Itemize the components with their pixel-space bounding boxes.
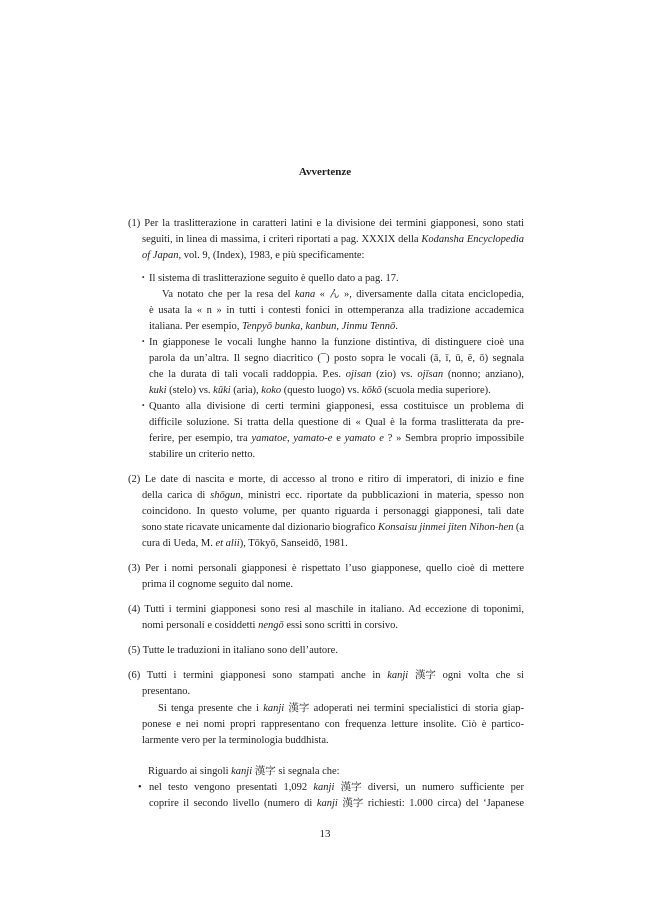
line-text xyxy=(142,234,524,245)
text-line xyxy=(149,447,524,463)
text-line xyxy=(142,717,524,733)
line-text xyxy=(142,719,524,730)
note-1-bullet-long-vowels xyxy=(0,335,650,399)
line-text xyxy=(149,369,524,380)
line-text xyxy=(142,686,190,697)
text-line xyxy=(149,351,524,367)
text-line xyxy=(162,287,524,303)
text-line xyxy=(142,504,524,520)
text-run: parola da un’altra. Il segno diacritico (¯) posto sopra le vocali (ā, ī, ū, ē, ō) segnala xyxy=(149,353,524,364)
text-run: 漢字 ogni volta che si xyxy=(408,670,524,681)
italic-term: kanji xyxy=(263,703,285,714)
italic-term: kuki xyxy=(149,385,167,396)
line-text xyxy=(149,449,255,460)
italic-term: Jinmu Tennō xyxy=(341,321,396,332)
line-text xyxy=(142,490,524,501)
text-line xyxy=(142,577,524,593)
bullet-marker: ・ xyxy=(138,337,149,348)
text-line xyxy=(142,520,524,536)
text-run: ? » Sembra proprio impossibile xyxy=(383,433,524,444)
italic-term: et alii xyxy=(215,538,240,549)
text-line xyxy=(149,383,524,399)
text-run: essi sono scritti in corsivo. xyxy=(283,620,399,631)
text-run: (scuola media superiore). xyxy=(381,385,491,396)
line-text xyxy=(142,579,293,590)
text-run: (nonno; anziano), xyxy=(443,369,524,380)
line-text xyxy=(149,337,524,348)
line-text xyxy=(128,474,524,485)
note-1-bullet-transliteration xyxy=(0,271,650,335)
text-line xyxy=(128,472,524,488)
line-text xyxy=(148,766,340,777)
line-text xyxy=(128,604,524,615)
italic-term: kanji xyxy=(313,782,335,793)
line-text xyxy=(142,506,524,517)
text-line xyxy=(149,415,524,431)
line-text xyxy=(142,250,364,261)
note-4 xyxy=(0,602,650,634)
text-line xyxy=(149,367,524,383)
italic-term: yamato e xyxy=(344,433,384,444)
line-text xyxy=(149,353,524,364)
page-title: Avvertenze xyxy=(298,166,352,178)
note-1-bullet-word-division xyxy=(0,399,650,463)
italic-term: nengō xyxy=(258,620,284,631)
italic-term: Konsaisu jinmei jiten Nihon-hen xyxy=(377,522,514,533)
bullet-marker: ・ xyxy=(138,401,149,412)
text-line xyxy=(149,431,524,447)
text-run: prima il cognome seguito dal nome. xyxy=(142,579,294,590)
italic-term: yamatoe xyxy=(251,433,288,444)
text-run: (a xyxy=(513,522,524,533)
bullet-marker: • xyxy=(138,782,142,793)
page-number: 13 xyxy=(319,828,331,840)
text-run: (stelo) vs. xyxy=(166,385,214,396)
italic-term: kanji xyxy=(387,670,409,681)
line-text xyxy=(158,703,524,714)
text-run: (5) Tutte le traduzioni in italiano sono dell’autore. xyxy=(128,645,338,656)
text-run: coincidono. In questo volume, per quanto riguarda i personaggi giapponesi, tali date xyxy=(142,506,524,517)
text-line xyxy=(138,335,524,351)
line-text xyxy=(142,620,398,631)
line-text xyxy=(128,670,524,681)
italic-term: ojisan xyxy=(345,369,372,380)
text-line xyxy=(149,796,524,812)
text-line xyxy=(142,536,524,552)
text-run: (aria), xyxy=(230,385,262,396)
italic-term: of Japan xyxy=(142,250,179,261)
italic-term: ojīsan xyxy=(417,369,444,380)
text-run: presentano. xyxy=(142,686,191,697)
text-run: , xyxy=(300,321,306,332)
text-run: e xyxy=(332,433,345,444)
line-text xyxy=(149,321,398,332)
text-run: (1) Per la traslitterazione in caratteri latini e la divisione dei termini giapponesi, sono stati xyxy=(128,218,524,229)
text-run: che la durata di tali vocali raddoppia. P.es. xyxy=(149,369,346,380)
text-line xyxy=(138,271,524,287)
italic-term: kanbun xyxy=(305,321,337,332)
italic-term: kana xyxy=(294,289,316,300)
italic-term: yamato-e xyxy=(293,433,333,444)
text-line xyxy=(128,668,524,684)
line-text xyxy=(142,735,329,746)
text-run: 漢字 diversi, un numero sufficiente per xyxy=(334,782,525,793)
text-run: sono state ricavate unicamente dal dizionario biografico xyxy=(142,522,378,533)
text-run: (3) Per i nomi personali giapponesi è rispettato l’uso giapponese, quello cioè di mettere xyxy=(128,563,524,574)
text-run: ), Tōkyō, Sanseidō, 1981. xyxy=(239,538,348,549)
text-run: seguiti, in linea di massima, i criteri riportati a pag. XXXIX della xyxy=(142,234,422,245)
text-run: Quanto alla divisione di certi termini giapponesi, essa costituisce un problema di xyxy=(149,401,524,412)
text-run: , xyxy=(287,433,294,444)
text-line xyxy=(142,232,524,248)
text-line xyxy=(128,561,524,577)
line-text xyxy=(149,433,524,444)
text-run: (questo luogo) vs. xyxy=(281,385,362,396)
italic-term: kōkō xyxy=(361,385,382,396)
text-line xyxy=(142,488,524,504)
text-run: In giapponese le vocali lunghe hanno la funzione distintiva, di distinguere cioè una xyxy=(149,337,524,348)
text-run: nomi personali e cosiddetti xyxy=(142,620,259,631)
text-run: ferire, per esempio, tra xyxy=(149,433,252,444)
text-line xyxy=(142,733,524,749)
text-run: coprire il secondo livello (numero di xyxy=(149,798,317,809)
text-run: . xyxy=(395,321,398,332)
text-run: (6) Tutti i termini giapponesi sono stampati anche in xyxy=(128,670,388,681)
line-text xyxy=(149,782,524,793)
text-line xyxy=(158,701,524,717)
note-2 xyxy=(0,472,650,552)
line-text xyxy=(142,522,524,533)
text-run: (4) Tutti i termini giapponesi sono resi al maschile in italiano. Ad eccezione di toponimi, xyxy=(128,604,524,615)
text-line xyxy=(142,684,524,700)
text-line xyxy=(128,602,524,618)
text-line xyxy=(142,618,524,634)
text-line xyxy=(128,643,524,659)
line-text xyxy=(149,305,524,316)
text-run: Riguardo ai singoli xyxy=(148,766,232,777)
text-run: (zio) vs. xyxy=(371,369,418,380)
text-run: (2) Le date di nascita e morte, di accesso al trono e ritiro di imperatori, di inizio e fine xyxy=(128,474,524,485)
text-run: cura di Ueda, M. xyxy=(142,538,216,549)
line-text xyxy=(149,417,524,428)
text-run: della carica di xyxy=(142,490,211,501)
italic-term: shōgun xyxy=(210,490,241,501)
text-run: nel testo vengono presentati 1,092 xyxy=(149,782,314,793)
text-run: 漢字 si segnala che: xyxy=(252,766,340,777)
text-line xyxy=(142,248,524,264)
italic-term: Kodansha Encyclopedia xyxy=(421,234,525,245)
italic-term: kanji xyxy=(231,766,253,777)
text-run: Il sistema di traslitterazione seguito è quello dato a pag. 17. xyxy=(149,273,399,284)
note-1 xyxy=(0,216,650,264)
italic-term: Tenpyō bunka xyxy=(242,321,301,332)
note-6 xyxy=(0,668,650,700)
line-text xyxy=(128,218,524,229)
line-text xyxy=(128,645,338,656)
italic-term: kanji xyxy=(316,798,338,809)
text-run: larmente vero per la terminologia buddhista. xyxy=(142,735,329,746)
text-line xyxy=(149,319,524,335)
text-run: 漢字 adoperati nei termini specialistici di storia giap- xyxy=(284,703,524,714)
text-run: Si tenga presente che i xyxy=(158,703,264,714)
text-run: , xyxy=(336,321,342,332)
line-text xyxy=(162,289,524,300)
note-5 xyxy=(0,643,650,659)
text-run: « ん », diversamente dalla citata enciclopedia, xyxy=(315,289,524,300)
italic-term: kūki xyxy=(213,385,231,396)
text-line xyxy=(128,216,524,232)
text-run: è usata la « n » in tutti i contesti fonici in ottemperanza alla tradizione accademica xyxy=(149,305,524,316)
line-text xyxy=(149,273,399,284)
line-text xyxy=(149,385,491,396)
text-line xyxy=(138,399,524,415)
note-3 xyxy=(0,561,650,593)
text-run: stabilire un criterio netto. xyxy=(149,449,256,460)
text-run: , vol. 9, (Index), 1983, e più specificamente: xyxy=(178,250,365,261)
text-line xyxy=(148,764,524,780)
bullet-marker: ・ xyxy=(138,273,149,284)
text-line xyxy=(149,303,524,319)
line-text xyxy=(142,538,348,549)
kanji-section xyxy=(0,764,650,812)
text-run: , ministri ecc. riportate da pubblicazioni in materia, spesso non xyxy=(240,490,524,501)
text-run: italiana. Per esempio, xyxy=(149,321,243,332)
note-6-paragraph-2 xyxy=(0,701,650,749)
italic-term: koko xyxy=(261,385,282,396)
text-line xyxy=(138,780,525,796)
text-run: Va notato che per la resa del xyxy=(162,289,295,300)
line-text xyxy=(128,563,524,574)
text-run: 漢字 richiesti: 1.000 circa) del ‘Japanese xyxy=(337,798,524,809)
line-text xyxy=(149,401,524,412)
text-run: difficile soluzione. Si tratta della questione di « Qual è la forma traslitterata da pre- xyxy=(149,417,524,428)
text-run: ponese e nei nomi propri rappresentano con frequenza letture insolite. Ciò è partico- xyxy=(142,719,524,730)
line-text xyxy=(149,798,524,809)
